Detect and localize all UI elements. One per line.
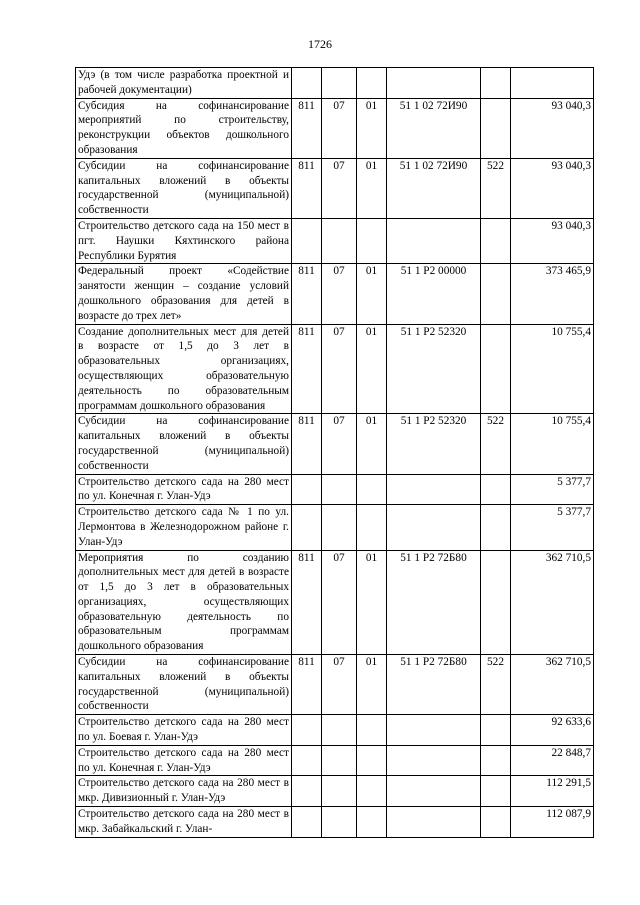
item-name-cell: Строительство детского сада № 1 по ул. Лермонтова в Железнодорожном районе г. Улан-Удэ: [76, 505, 292, 550]
ministry-code-cell: [292, 715, 322, 746]
section-code-cell: [322, 218, 357, 263]
section-code-cell: 07: [322, 98, 357, 158]
target-article-cell: [387, 715, 481, 746]
amount-cell: 362 710,5: [511, 550, 594, 655]
amount-cell: [511, 68, 594, 99]
expense-type-cell: [481, 550, 511, 655]
target-article-cell: 51 1 P2 72Б80: [387, 655, 481, 715]
amount-cell: 22 848,7: [511, 745, 594, 776]
ministry-code-cell: [292, 505, 322, 550]
amount-cell: 362 710,5: [511, 655, 594, 715]
item-name-cell: Создание дополнительных мест для детей в возрасте от 1,5 до 3 лет в образовательных организациях, осуществляющих образовательную деятельность по образовательным программам дошкольного образования: [76, 324, 292, 414]
ministry-code-cell: 811: [292, 98, 322, 158]
ministry-code-cell: [292, 776, 322, 807]
subsection-code-cell: 01: [357, 264, 387, 324]
section-code-cell: 07: [322, 324, 357, 414]
ministry-code-cell: 811: [292, 324, 322, 414]
subsection-code-cell: 01: [357, 98, 387, 158]
section-code-cell: 07: [322, 264, 357, 324]
table-row: [76, 68, 594, 99]
page-number: 1726: [308, 37, 332, 51]
item-name-cell: Строительство детского сада на 150 мест в пгт. Наушки Кяхтинского района Республики Бурятия: [76, 218, 292, 263]
target-article-cell: [387, 218, 481, 263]
expense-type-cell: [481, 715, 511, 746]
table-row: [76, 715, 594, 746]
table-row: [76, 745, 594, 776]
item-name-cell: Субсидии на софинансирование капитальных вложений в объекты государственной (муниципальной) собственности: [76, 158, 292, 218]
target-article-cell: 51 1 P2 72Б80: [387, 550, 481, 655]
table-row: [76, 158, 594, 218]
ministry-code-cell: [292, 474, 322, 505]
expense-type-cell: [481, 324, 511, 414]
expense-type-cell: [481, 474, 511, 505]
budget-table: [75, 67, 594, 838]
expense-type-cell: 522: [481, 655, 511, 715]
subsection-code-cell: 01: [357, 655, 387, 715]
table-row: [76, 655, 594, 715]
expense-type-cell: [481, 68, 511, 99]
item-name-cell: Мероприятия по созданию дополнительных мест для детей в возрасте от 1,5 до 3 лет в образовательных организациях, осуществляющих образовательную деятельность по образовательным программам дошкольного образования: [76, 550, 292, 655]
amount-cell: 5 377,7: [511, 474, 594, 505]
item-name-cell: Строительство детского сада на 280 мест в мкр. Забайкальский г. Улан-: [76, 807, 292, 838]
amount-cell: 93 040,3: [511, 158, 594, 218]
target-article-cell: [387, 474, 481, 505]
amount-cell: 93 040,3: [511, 218, 594, 263]
expense-type-cell: [481, 807, 511, 838]
item-name-cell: Субсидии на софинансирование капитальных вложений в объекты государственной (муниципальной) собственности: [76, 655, 292, 715]
ministry-code-cell: 811: [292, 414, 322, 474]
amount-cell: 10 755,4: [511, 414, 594, 474]
ministry-code-cell: 811: [292, 550, 322, 655]
subsection-code-cell: [357, 807, 387, 838]
item-name-cell: Субсидия на софинансирование мероприятий по строительству, реконструкции объектов дошкольного образования: [76, 98, 292, 158]
target-article-cell: [387, 68, 481, 99]
item-name-cell: Субсидии на софинансирование капитальных вложений в объекты государственной (муниципальной) собственности: [76, 414, 292, 474]
ministry-code-cell: 811: [292, 158, 322, 218]
section-code-cell: [322, 474, 357, 505]
subsection-code-cell: 01: [357, 414, 387, 474]
amount-cell: 92 633,6: [511, 715, 594, 746]
amount-cell: 112 291,5: [511, 776, 594, 807]
ministry-code-cell: [292, 745, 322, 776]
target-article-cell: 51 1 P2 00000: [387, 264, 481, 324]
target-article-cell: [387, 745, 481, 776]
target-article-cell: [387, 505, 481, 550]
section-code-cell: 07: [322, 158, 357, 218]
ministry-code-cell: [292, 68, 322, 99]
target-article-cell: 51 1 P2 52320: [387, 414, 481, 474]
ministry-code-cell: 811: [292, 655, 322, 715]
amount-cell: 93 040,3: [511, 98, 594, 158]
table-row: [76, 98, 594, 158]
subsection-code-cell: [357, 474, 387, 505]
ministry-code-cell: [292, 807, 322, 838]
subsection-code-cell: [357, 776, 387, 807]
expense-type-cell: 522: [481, 158, 511, 218]
amount-cell: 10 755,4: [511, 324, 594, 414]
expense-type-cell: [481, 218, 511, 263]
section-code-cell: 07: [322, 655, 357, 715]
table-row: [76, 550, 594, 655]
ministry-code-cell: 811: [292, 264, 322, 324]
section-code-cell: [322, 745, 357, 776]
item-name-cell: Удэ (в том числе разработка проектной и рабочей документации): [76, 68, 292, 99]
target-article-cell: 51 1 02 72И90: [387, 158, 481, 218]
section-code-cell: 07: [322, 414, 357, 474]
subsection-code-cell: [357, 715, 387, 746]
expense-type-cell: [481, 505, 511, 550]
subsection-code-cell: [357, 505, 387, 550]
item-name-cell: Строительство детского сада на 280 мест по ул. Конечная г. Улан-Удэ: [76, 474, 292, 505]
expense-type-cell: 522: [481, 414, 511, 474]
subsection-code-cell: [357, 218, 387, 263]
table-row: [76, 776, 594, 807]
target-article-cell: 51 1 P2 52320: [387, 324, 481, 414]
item-name-cell: Федеральный проект «Содействие занятости женщин – создание условий дошкольного образования для детей в возрасте до трех лет»: [76, 264, 292, 324]
section-code-cell: [322, 715, 357, 746]
budget-table-body: [76, 68, 594, 838]
section-code-cell: [322, 776, 357, 807]
amount-cell: 112 087,9: [511, 807, 594, 838]
subsection-code-cell: [357, 745, 387, 776]
section-code-cell: [322, 505, 357, 550]
subsection-code-cell: 01: [357, 550, 387, 655]
expense-type-cell: [481, 745, 511, 776]
ministry-code-cell: [292, 218, 322, 263]
table-row: [76, 264, 594, 324]
table-row: [76, 414, 594, 474]
item-name-cell: Строительство детского сада на 280 мест по ул. Конечная г. Улан-Удэ: [76, 745, 292, 776]
target-article-cell: 51 1 02 72И90: [387, 98, 481, 158]
table-row: [76, 218, 594, 263]
expense-type-cell: [481, 776, 511, 807]
target-article-cell: [387, 807, 481, 838]
section-code-cell: [322, 807, 357, 838]
expense-type-cell: [481, 98, 511, 158]
table-row: [76, 474, 594, 505]
table-row: [76, 807, 594, 838]
expense-type-cell: [481, 264, 511, 324]
item-name-cell: Строительство детского сада на 280 мест в мкр. Дивизионный г. Улан-Удэ: [76, 776, 292, 807]
amount-cell: 373 465,9: [511, 264, 594, 324]
table-row: [76, 324, 594, 414]
section-code-cell: 07: [322, 550, 357, 655]
table-row: [76, 505, 594, 550]
amount-cell: 5 377,7: [511, 505, 594, 550]
subsection-code-cell: 01: [357, 324, 387, 414]
subsection-code-cell: 01: [357, 158, 387, 218]
target-article-cell: [387, 776, 481, 807]
item-name-cell: Строительство детского сада на 280 мест по ул. Боевая г. Улан-Удэ: [76, 715, 292, 746]
subsection-code-cell: [357, 68, 387, 99]
section-code-cell: [322, 68, 357, 99]
